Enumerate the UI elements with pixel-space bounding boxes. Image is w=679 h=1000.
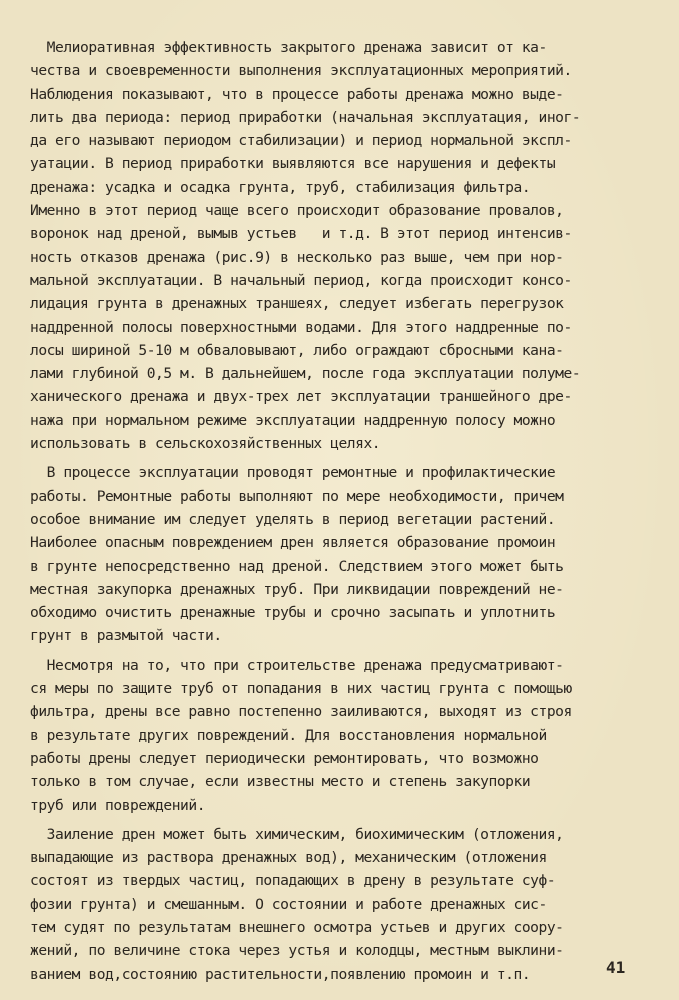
- text-line: ханического дренажа и двух-трех лет эксплуатации траншейного дре-: [30, 388, 572, 406]
- paragraph: [30, 36, 652, 455]
- text-line: жений, по величине стока через устья и колодцы, местным выклини-: [30, 942, 564, 960]
- text-line: грунт в размытой части.: [30, 627, 222, 645]
- paragraph: [30, 823, 652, 986]
- text-line: выпадающие из раствора дренажных вод), механическим (отложения: [30, 849, 547, 867]
- text-line: ся меры по защите труб от попадания в них частиц грунта с помощью: [30, 680, 572, 698]
- text-line: Несмотря на то, что при строительстве дренажа предусматривают-: [30, 656, 564, 674]
- text-line: лить два периода: период приработки (начальная эксплуатация, иног-: [30, 108, 581, 126]
- text-line: Именно в этот период чаще всего происходит образование провалов,: [30, 202, 564, 220]
- text-line: фильтра, дрены все равно постепенно заиливаются, выходят из строя: [30, 703, 572, 721]
- text-line: фозии грунта) и смешанным. О состоянии и работе дренажных сис-: [30, 895, 547, 913]
- text-line: тем судят по результатам внешнего осмотра устьев и других соору-: [30, 918, 564, 936]
- text-line: Заиление дрен может быть химическим, биохимическим (отложения,: [30, 825, 564, 843]
- text-line: чества и своевременности выполнения эксплуатационных мероприятий.: [30, 62, 572, 80]
- text-line: работы дрены следует периодически ремонтировать, что возможно: [30, 749, 539, 767]
- text-line: В процессе эксплуатации проводят ремонтные и профилактические: [30, 464, 556, 482]
- text-line: да его называют периодом стабилизации) и период нормальной экспл-: [30, 132, 572, 150]
- text-line: мальной эксплуатации. В начальный период, когда происходит консо-: [30, 271, 572, 289]
- text-line: дренажа: усадка и осадка грунта, труб, стабилизация фильтра.: [30, 178, 531, 196]
- text-line: наддренной полосы поверхностными водами. Для этого наддренные по-: [30, 318, 572, 336]
- text-line: обходимо очистить дренажные трубы и срочно засыпать и уплотнить: [30, 604, 556, 622]
- text-line: ванием вод,состоянию растительности,появлению промоин и т.п.: [30, 965, 531, 983]
- text-line: Мелиоративная эффективность закрытого дренажа зависит от ка-: [30, 39, 547, 56]
- text-line: нажа при нормальном режиме эксплуатации наддренную полосу можно: [30, 411, 556, 429]
- text-line: воронок над дреной, вымыв устьев и т.д. В этот период интенсив-: [30, 225, 572, 243]
- text-line: уатации. В период приработки выявляются все нарушения и дефекты: [30, 155, 556, 173]
- text-line: лосы шириной 5-10 м обваловывают, либо ограждают сбросными кана-: [30, 341, 564, 359]
- text-line: в грунте непосредственно над дреной. Следствием этого может быть: [30, 557, 564, 575]
- text-line: только в том случае, если известны место и степень закупорки: [30, 773, 531, 791]
- text-line: местная закупорка дренажных труб. При ликвидации повреждений не-: [30, 580, 564, 598]
- text-line: труб или повреждений.: [30, 796, 206, 814]
- paragraph: [30, 461, 652, 647]
- text-line: лидация грунта в дренажных траншеях, следует избегать перегрузок: [30, 295, 564, 313]
- text-line: ность отказов дренажа (рис.9) в несколько раз выше, чем при нор-: [30, 248, 564, 266]
- text-line: Наиболее опасным повреждением дрен является образование промоин: [30, 534, 556, 552]
- paragraph: [30, 654, 652, 817]
- page-number: 41: [606, 958, 626, 977]
- body-text: [30, 36, 652, 992]
- text-line: особое внимание им следует уделять в период вегетации растений.: [30, 510, 556, 528]
- text-line: работы. Ремонтные работы выполняют по мере необходимости, причем: [30, 487, 564, 505]
- text-line: лами глубиной 0,5 м. В дальнейшем, после года эксплуатации полуме-: [30, 365, 581, 383]
- text-line: в результате других повреждений. Для восстановления нормальной: [30, 726, 547, 744]
- text-line: Наблюдения показывают, что в процессе работы дренажа можно выде-: [30, 85, 564, 103]
- text-line: состоят из твердых частиц, попадающих в дрену в результате суф-: [30, 872, 556, 890]
- text-line: использовать в сельскохозяйственных целях.: [30, 435, 381, 453]
